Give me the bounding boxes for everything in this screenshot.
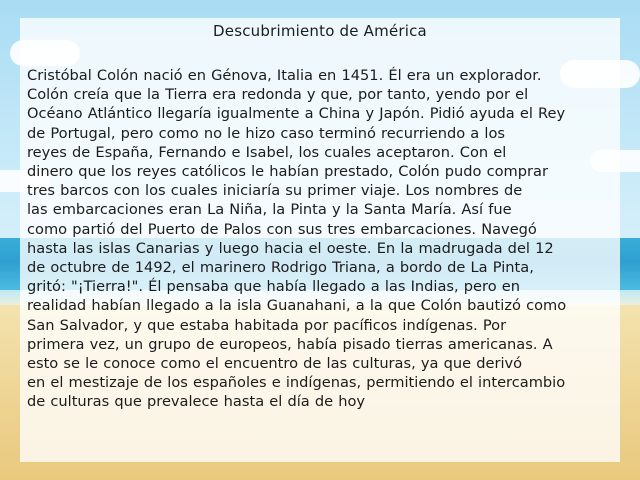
text-line: de Portugal, pero como no le hizo caso terminó recurriendo a los [27,124,505,142]
text-line: gritó: "¡Tierra!". Él pensaba que había llegado a las Indias, pero en [27,278,520,296]
text-line: como partió del Puerto de Palos con sus tres embarcaciones. Navegó [27,220,537,238]
page-title: Descubrimiento de América [213,22,427,40]
text-line: Colón creía que la Tierra era redonda y que, por tanto, yendo por el [27,86,529,104]
text-line: Océano Atlántico llegaría igualmente a China y Japón. Pidió ayuda el Rey [27,105,566,123]
text-line: de culturas que prevalece hasta el día de hoy [27,393,366,411]
text-line: de octubre de 1492, el marinero Rodrigo Triana, a bordo de La Pinta, [27,259,534,277]
text-line: en el mestizaje de los españoles e indígenas, permitiendo el intercambio [27,374,566,392]
text-line: tres barcos con los cuales iniciaría su primer viaje. Los nombres de [27,182,523,200]
text-line: reyes de España, Fernando e Isabel, los cuales aceptaron. Con el [27,143,507,161]
text-line: las embarcaciones eran La Niña, la Pinta y la Santa María. Así fue [27,201,512,219]
text-line: realidad habían llegado a la isla Guanahani, a la que Colón bautizó como [27,297,567,315]
text-line: dinero que los reyes católicos le habían prestado, Colón pudo comprar [27,163,548,181]
text-line: hasta las islas Canarias y luego hacia el oeste. En la madrugada del 12 [27,239,554,257]
text-line: esto se le conoce como el encuentro de las culturas, ya que derivó [27,355,523,373]
text-line: San Salvador, y que estaba habitada por pacíficos indígenas. Por [27,316,507,334]
text-line: Cristóbal Colón nació en Génova, Italia en 1451. Él era un explorador. [27,67,542,84]
body-paragraph [27,66,612,412]
text-line: primera vez, un grupo de europeos, había pisado tierras americanas. A [27,335,553,353]
